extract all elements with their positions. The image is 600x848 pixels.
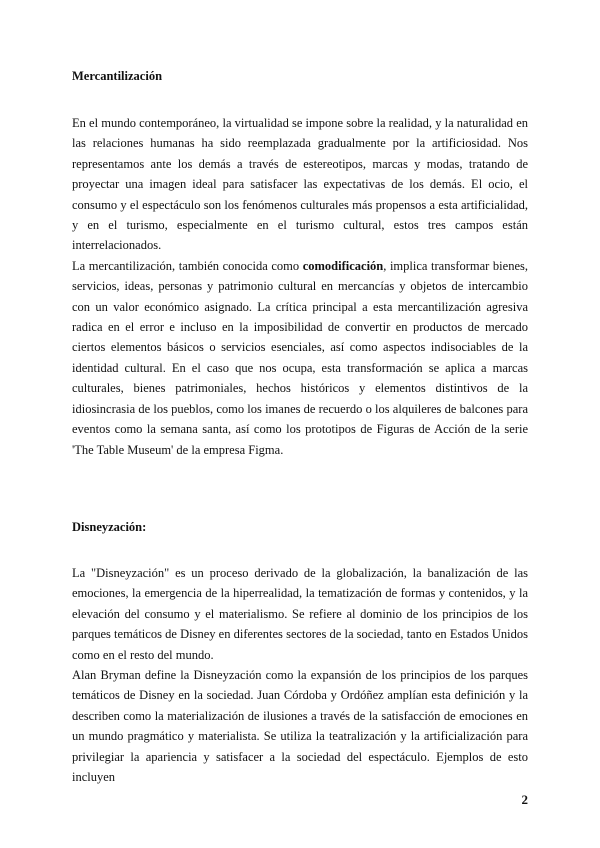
section-mercantilizacion [72,66,528,460]
paragraph-text: , implica transformar bienes, servicios, ideas, personas y patrimonio cultural en mercancías y objetos de intercambio con un valor económico asignado. La crítica principal a esta mercantilización agresiva radica en el error e incluso en la imposibilidad de convertir en productos de mercado ciertos elementos básicos o servicios esenciales, así como aspectos indisociables de la identidad cultural. En el caso que nos ocupa, esta transformación se aplica a marcas culturales, bienes patrimoniales, hechos históricos y elementos distintivos de la idiosincrasia de los pueblos, como los imanes de recuerdo o los alquileres de balcones para eventos como la semana santa, así como los prototipos de Figuras de Acción de la serie 'The Table Museum' de la empresa Figma. [72,258,528,457]
page-number: 2 [521,792,528,807]
paragraph [72,256,528,460]
paragraph-text: La mercantilización, también conocida como [72,258,303,273]
paragraph-text: La "Disneyzación" es un proceso derivado de la globalización, la banalización de las emociones, la emergencia de la hiperrealidad, la tematización de formas y contenidos, y la elevación del consumo y el materialismo. Se refiere al dominio de los principios de los parques temáticos de Disney en diferentes sectores de la sociedad, tanto en Estados Unidos como en el resto del mundo. [72,565,528,662]
bold-term: comodificación [302,258,384,273]
section-disneyzacion [72,517,528,787]
paragraph [72,113,528,256]
paragraph-text: Alan Bryman define la Disneyzación como la expansión de los principios de los parques temáticos de Disney en la sociedad. Juan Córdoba y Ordóñez amplían esta definición y la describen como la materialización de ilusiones a través de la satisfacción de emociones en un mundo pragmático y materialista. Se utiliza la teatralización y la artificialización para privilegiar la apariencia y satisfacer a la sociedad del espectáculo. Ejemplos de esto incluyen [72,667,528,784]
document-page [72,66,528,787]
paragraph [72,665,528,787]
paragraph-text: En el mundo contemporáneo, la virtualidad se impone sobre la realidad, y la naturalidad en las relaciones humanas ha sido reemplazada gradualmente por la artificiosidad. Nos representamos ante los demás a través de estereotipos, marcas y modas, tratando de proyectar una imagen ideal para satisfacer las expectativas de los demás. El ocio, el consumo y el espectáculo son los fenómenos culturales más propensos a esta artificialidad, y en el turismo, especialmente en el turismo cultural, estos tres campos están interrelacionados. [72,116,528,253]
section-heading: Mercantilización [72,69,163,83]
section-heading: Disneyzación: [72,519,147,534]
paragraph [72,563,528,665]
